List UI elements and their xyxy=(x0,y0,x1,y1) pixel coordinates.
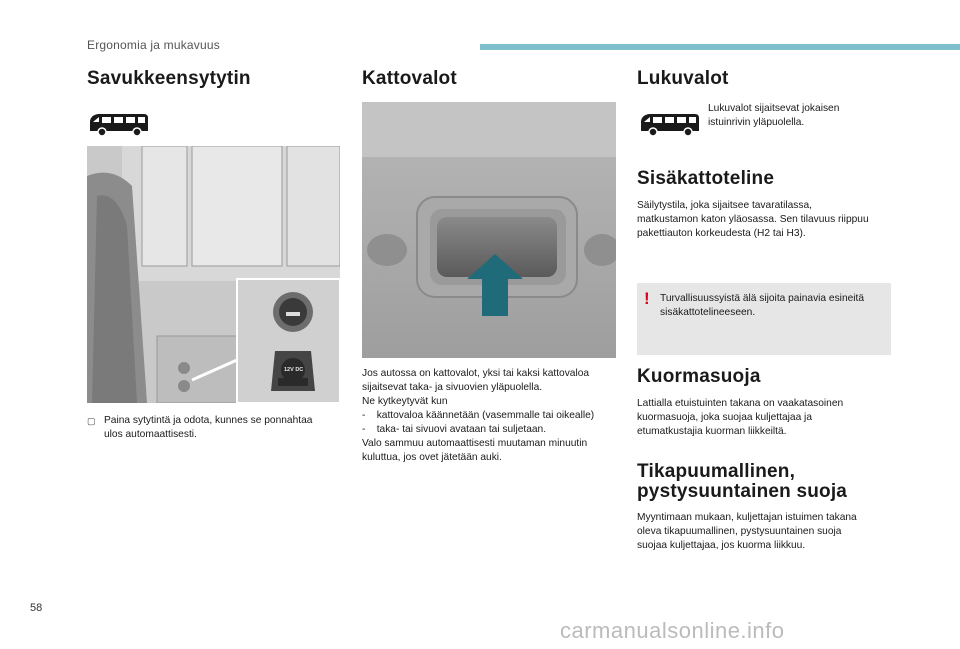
kuormasuoja-text-line2: kuormasuoja, joka suojaa kuljettajaa ja xyxy=(637,412,812,423)
running-header: Ergonomia ja mukavuus xyxy=(87,38,220,52)
kattovalot-text-line7: kuluttua, jos ovet jätetään auki. xyxy=(362,452,502,463)
title-kattovalot: Kattovalot xyxy=(362,68,457,89)
bullet-marker: ▢ xyxy=(87,416,96,426)
warning-text-line1: Turvallisuussyistä älä sijoita painavia esineitä xyxy=(660,293,865,304)
lighter-instruction-line1: Paina sytytintä ja odota, kunnes se ponnahtaa xyxy=(104,415,313,426)
title-tikapuumallinen-line2: pystysuuntainen suoja xyxy=(637,481,848,502)
watermark: carmanualsonline.info xyxy=(560,618,785,643)
sisakattoteline-text-line1: Säilytystila, joka sijaitsee tavaratilassa, xyxy=(637,200,812,211)
tikapuu-text-line1: Myyntimaan mukaan, kuljettajan istuimen takana xyxy=(637,512,857,523)
lukuvalot-text-line1: Lukuvalot sijaitsevat jokaisen xyxy=(708,103,840,114)
warning-text-line2: sisäkattotelineeseen. xyxy=(660,307,756,318)
lighter-instruction-line2: ulos automaattisesti. xyxy=(104,429,197,440)
warning-icon: ! xyxy=(644,289,650,308)
title-sisakattoteline: Sisäkattoteline xyxy=(637,168,775,189)
lukuvalot-text-line2: istuinrivin yläpuolella. xyxy=(708,117,805,128)
header-accent-bar xyxy=(480,44,960,50)
kattovalot-text-line6: Valo sammuu automaattisesti muutaman minuutin xyxy=(362,438,588,449)
kattovalot-text-line2: sijaitsevat taka- ja sivuovien yläpuolella. xyxy=(362,382,543,393)
title-savukkeensytytin: Savukkeensytytin xyxy=(87,68,251,89)
tikapuu-text-line3: suojaa kuljettajaa, jos kuorma liikkuu. xyxy=(637,540,806,551)
title-lukuvalot: Lukuvalot xyxy=(637,68,729,89)
kattovalot-text-line3: Ne kytkeytyvät kun xyxy=(362,396,448,407)
kuormasuoja-text-line3: etumatkustajia kuorman liikkeiltä. xyxy=(637,426,787,437)
kattovalot-text-line5: - taka- tai sivuovi avataan tai suljetaan. xyxy=(362,424,547,435)
ceiling-light-photo xyxy=(362,102,616,358)
socket-label: 12V DC xyxy=(284,367,304,373)
cigarette-lighter-photo xyxy=(87,146,340,403)
sisakattoteline-text-line3: pakettiauton korkeudesta (H2 tai H3). xyxy=(637,228,806,239)
tikapuu-text-line2: oleva tikapuumallinen, pystysuuntainen suoja xyxy=(637,526,842,537)
kattovalot-text-line1: Jos autossa on kattovalot, yksi tai kaksi kattovaloa xyxy=(362,368,590,379)
title-tikapuumallinen-line1: Tikapuumallinen, xyxy=(637,461,796,482)
kattovalot-text-line4: - kattovaloa käännetään (vasemmalle tai oikealle) xyxy=(362,410,595,421)
kuormasuoja-text-line1: Lattialla etuistuinten takana on vaakatasoinen xyxy=(637,398,844,409)
title-kuormasuoja: Kuormasuoja xyxy=(637,366,761,387)
sisakattoteline-text-line2: matkustamon katon yläosassa. Sen tilavuus riippuu xyxy=(637,214,869,225)
minibus-icon xyxy=(86,109,152,139)
minibus-icon xyxy=(637,109,703,139)
page-number: 58 xyxy=(30,602,43,614)
